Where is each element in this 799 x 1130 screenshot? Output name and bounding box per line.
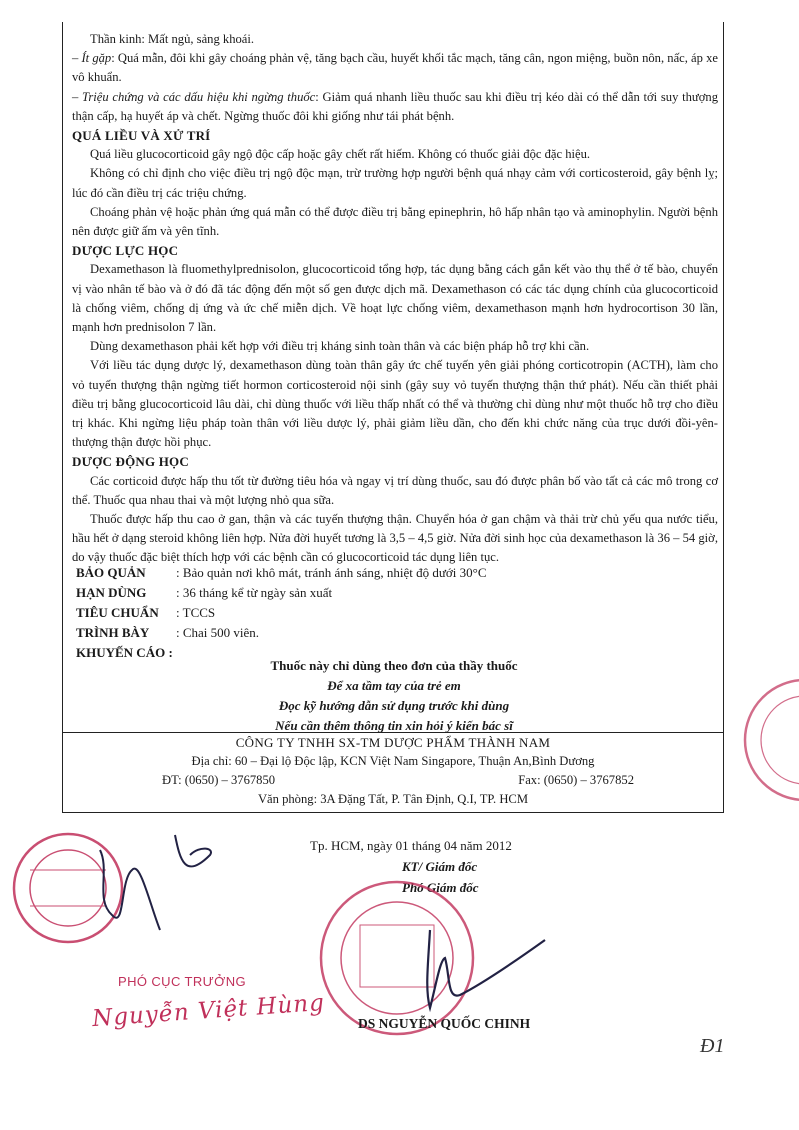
company-office: Văn phòng: 3A Đặng Tất, P. Tân Định, Q.I, TP. HCM xyxy=(257,792,529,806)
trieu-chung-text: : Giảm quá nhanh liều thuốc sau khi điều trị kéo dài có thể dẫn tới suy thượng thận cấp, hạ huyết áp và chết. Ngừng thuốc đôi khi giống như tái phát bệnh. xyxy=(72,89,718,123)
info-value: : Bảo quản nơi khô mát, tránh ánh sáng, nhiệt độ dưới 30°C xyxy=(176,565,487,580)
info-value: : Chai 500 viên. xyxy=(176,625,260,640)
margin-note: Đ1 xyxy=(700,1035,725,1057)
qua-lieu-p2: Không có chỉ định cho việc điều trị ngộ độc mạn, trừ trường hợp người bệnh quá nhạy cảm với corticosteroid, gây bệnh lỵ; lúc đó cần điều trị các triệu chứng. xyxy=(72,166,718,200)
duoc-dong-p1: Các corticoid được hấp thu tốt từ đường tiêu hóa và ngay vị trí dùng thuốc, sau đó được phân bố vào tất cả các mô trong cơ thể. Thuốc qua nhau thai và một lượng nhỏ qua sữa. xyxy=(72,473,718,507)
signer-name: DS NGUYỄN QUỐC CHINH xyxy=(358,1016,531,1031)
info-value: : TCCS xyxy=(176,605,216,620)
left-signature xyxy=(100,835,211,930)
duoc-luc-p3: Với liều tác dụng dược lý, dexamethason dùng toàn thân gây ức chế tuyến yên giải phóng corticotropin (ACTH), làm cho vỏ tuyến thượng thận ngừng tiết hormon corticosteroid nội sinh (gây suy vỏ tuyến thượng thận thứ phát). Nếu cần thiết phải điều trị bằng glucocorticoid lâu dài, chỉ dùng thuốc với liều thấp nhất có thể và thường chỉ dùng như một thuốc hỗ trợ cho điều trị khác. Khi ngừng liệu pháp toàn thân với liều dược lý, phải giảm liều dần, cho đến khi chức năng của trục dưới đồi-yên-thượng thận được hồi phục. xyxy=(72,358,718,450)
warning-line: Thuốc này chỉ dùng theo đơn của thầy thuốc xyxy=(270,658,518,673)
company-address: Địa chỉ: 60 – Đại lộ Độc lập, KCN Việt Nam Singapore, Thuận An,Bình Dương xyxy=(191,754,595,768)
duoc-dong-heading: DƯỢC ĐỘNG HỌC xyxy=(72,454,189,470)
director-signature xyxy=(427,930,545,1008)
it-gap-paragraph: – Ít gặp: Quá mẫn, đôi khi gây choáng phản vệ, tăng bạch cầu, huyết khối tắc mạch, tăng cân, ngon miệng, buồn nôn, nấc, áp xe vô khuẩn. xyxy=(72,51,718,85)
authority-title: PHÓ CỤC TRƯỞNG xyxy=(118,974,247,989)
warning-line: Để xa tầm tay của trẻ em xyxy=(327,678,461,693)
qua-lieu-p3: Choáng phản vệ hoặc phản ứng quá mẫn có thể được điều trị bằng epinephrin, hô hấp nhân tạo và aminophylin. Người bệnh nên được giữ ấm và yên tĩnh. xyxy=(72,204,718,239)
trieu-chung-label: Triệu chứng và các dấu hiệu khi ngừng thuốc xyxy=(82,89,316,104)
company-stamp xyxy=(321,882,473,1034)
trieu-chung-paragraph: – Triệu chứng và các dấu hiệu khi ngừng thuốc: Giảm quá nhanh liều thuốc sau khi điều trị kéo dài có thể dẫn tới suy thượng thận cấp, hạ huyết áp và chết. Ngừng thuốc đôi khi giống như tái phát bệnh. xyxy=(72,89,718,123)
info-label: TRÌNH BÀY xyxy=(76,625,150,640)
info-value: : 36 tháng kể từ ngày sản xuất xyxy=(176,585,333,600)
warning-line: Đọc kỹ hướng dẫn sử dụng trước khi dùng xyxy=(278,698,510,713)
company-phone: ĐT: (0650) – 3767850 xyxy=(162,773,276,787)
qua-lieu-heading: QUÁ LIỀU VÀ XỬ TRÍ xyxy=(72,128,211,144)
duoc-dong-p2: Thuốc được hấp thu cao ở gan, thận và các tuyến thượng thận. Chuyển hóa ở gan chậm và thải trừ chủ yếu qua nước tiểu, hầu hết ở dạng steroid không liên hợp. Nửa đời huyết tương là 3,5 – 4,5 giờ. Nửa đời sinh học của dexamethason là 36 – 54 giờ, do vậy thuốc đặc biệt thích hợp với các bệnh cần có glucocorticoid tác dụng liên tục. xyxy=(72,512,718,565)
company-name: CÔNG TY TNHH SX-TM DƯỢC PHẨM THÀNH NAM xyxy=(235,735,551,750)
signature-date: Tp. HCM, ngày 01 tháng 04 năm 2012 xyxy=(310,838,512,853)
info-label: BẢO QUẢN xyxy=(76,565,146,580)
duoc-luc-p2: Dùng dexamethason phải kết hợp với điều trị kháng sinh toàn thân và các biện pháp hỗ trợ khi cần. xyxy=(90,339,590,354)
info-label: HẠN DÙNG xyxy=(76,585,147,600)
edge-stamp-fragment xyxy=(745,680,799,800)
info-label: KHUYẾN CÁO : xyxy=(76,645,173,660)
qua-lieu-p1: Quá liều glucocorticoid gây ngộ độc cấp hoặc gây chết rất hiếm. Không có thuốc giải độc đặc hiệu. xyxy=(90,147,591,162)
warning-line: Nếu cần thêm thông tin xin hỏi ý kiến bác sĩ xyxy=(275,718,513,733)
authority-name: Nguyễn Việt Hùng xyxy=(91,989,326,1033)
left-stamp xyxy=(14,834,122,942)
duoc-luc-heading: DƯỢC LỰC HỌC xyxy=(72,243,179,259)
it-gap-label: Ít gặp xyxy=(81,51,112,66)
signature-pgd: Phó Giám đốc xyxy=(402,880,479,895)
duoc-luc-p1: Dexamethason là fluomethylprednisolon, glucocorticoid tổng hợp, tác dụng bằng cách gắn kết vào thụ thể ở tế bào, chuyển vị vào nhân tế bào và ở đó đã tác động đến một số gen được dịch mã. Dexamethason có các tác dụng chính của glucocorticoid là chống viêm, chống dị ứng và ức chế miễn dịch. Về hoạt lực chống viêm, dexamethason mạnh hơn hydrocortison 30 lần, mạnh hơn prednisolon 7 lần. xyxy=(72,262,718,335)
line-than-kinh: Thần kinh: Mất ngủ, sảng khoái. xyxy=(90,32,255,46)
it-gap-text: : Quá mẫn, đôi khi gây choáng phản vệ, tăng bạch cầu, huyết khối tắc mạch, tăng cân, ngon miệng, buồn nôn, nấc, áp xe vô khuẩn. xyxy=(72,51,718,85)
signature-kt: KT/ Giám đốc xyxy=(402,859,478,874)
company-fax: Fax: (0650) – 3767852 xyxy=(518,773,634,787)
info-label: TIÊU CHUẨN xyxy=(76,605,159,620)
